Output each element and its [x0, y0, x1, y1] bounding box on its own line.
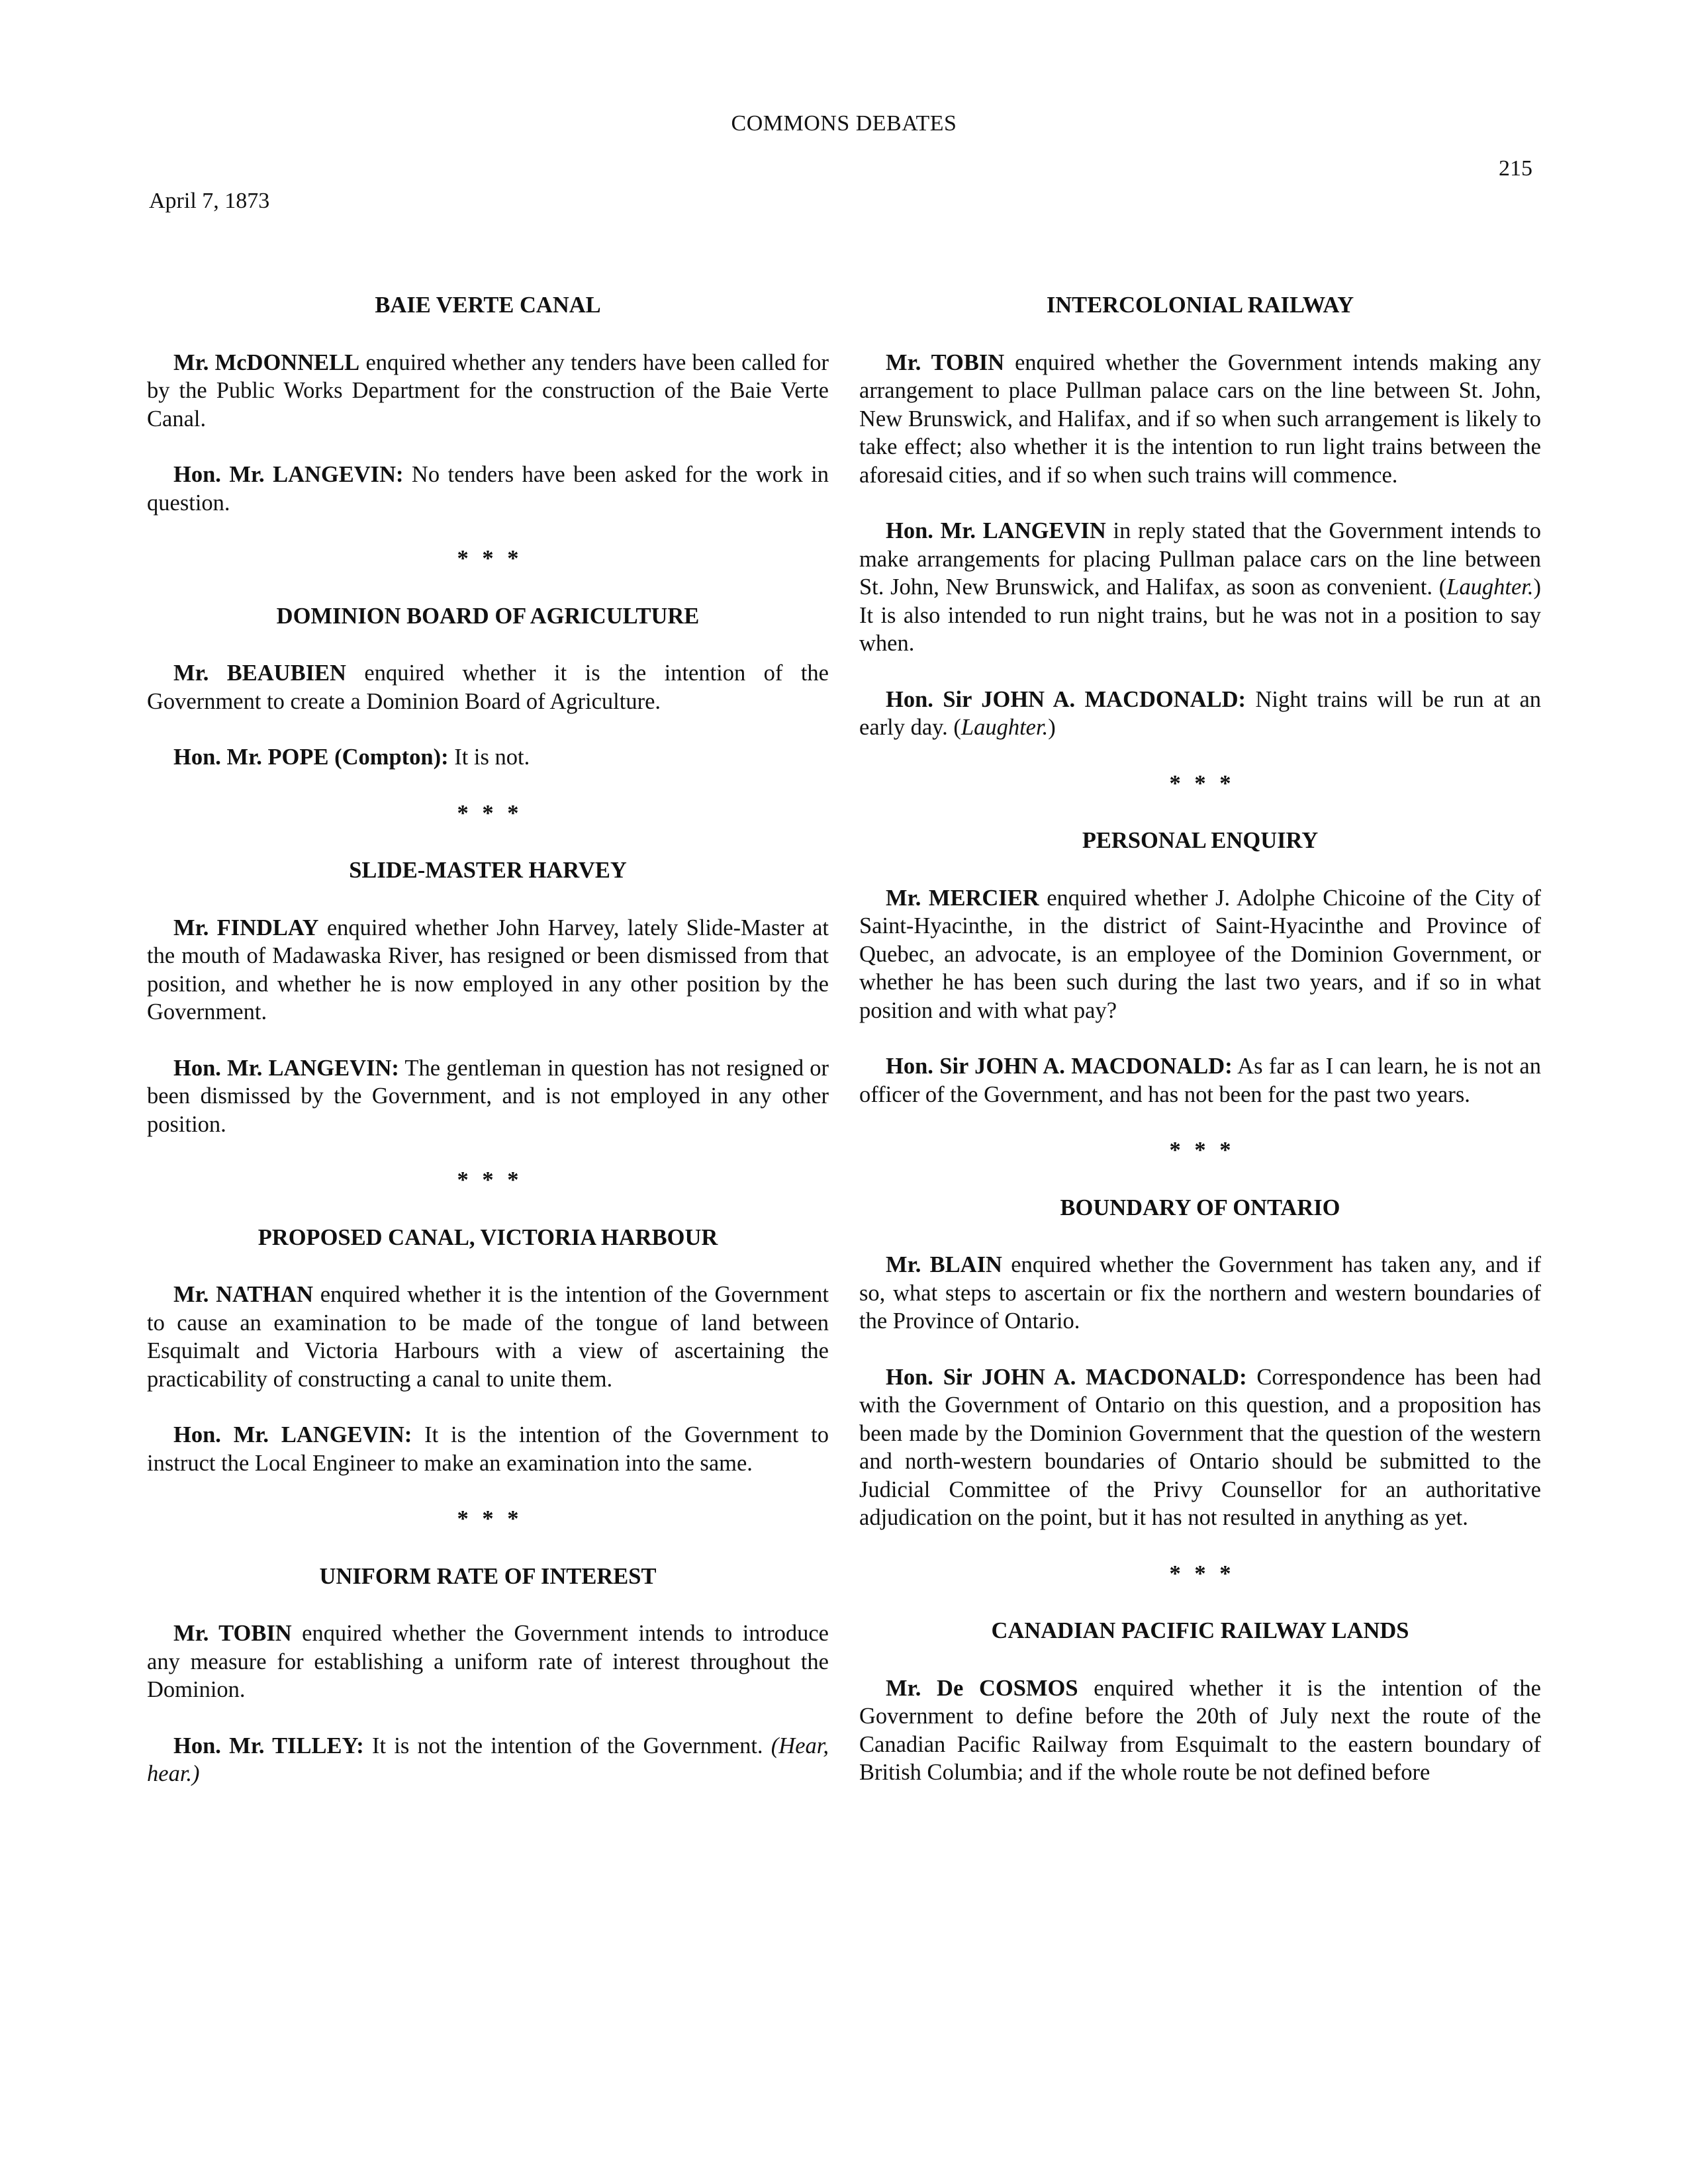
- interjection: Laughter.: [1446, 574, 1534, 600]
- section-heading: SLIDE-MASTER HARVEY: [349, 858, 627, 883]
- paragraph-text: enquired whether John Harvey, lately Slide-Master at the mouth of Madawaska River, has resigned or been dismissed from that position, and whether he is now employed in any other position by the Government.: [147, 915, 829, 1024]
- question-paragraph: [147, 349, 829, 433]
- answer-paragraph: [147, 1732, 829, 1788]
- question-paragraph: [859, 1674, 1541, 1787]
- left-column: [147, 291, 829, 1816]
- section-separator: * * *: [1169, 1138, 1231, 1163]
- answer-paragraph: [147, 1054, 829, 1139]
- paragraph-text: enquired whether the Government intends making any arrangement to place Pullman palace cars on the line between St. John, New Brunswick, and Halifax, and if so when such arrangement is likely to take effect; also whether it is the intention to run light trains between the aforesaid cities, and if so when such trains will commence.: [859, 349, 1541, 488]
- section-separator: * * *: [457, 1506, 519, 1531]
- question-paragraph: [147, 1281, 829, 1393]
- right-column: [859, 291, 1541, 1815]
- section-separator: * * *: [1169, 1561, 1231, 1586]
- question-paragraph: [859, 884, 1541, 1025]
- paragraph-text: Night trains will be run at an early day. (: [859, 686, 1542, 740]
- speaker-name: Hon. Mr. LANGEVIN:: [173, 1055, 399, 1081]
- speaker-name: Hon. Mr. POPE (Compton):: [173, 745, 449, 770]
- speaker-name: Mr. BEAUBIEN: [173, 660, 346, 686]
- paragraph-text: in reply stated that the Government intends to make arrangements for placing Pullman palace cars on the line between St. John, New Brunswick, and Halifax, as soon as convenient. (: [859, 518, 1541, 600]
- question-paragraph: [147, 1619, 829, 1704]
- interjection: Laughter.: [961, 715, 1049, 740]
- section-separator: * * *: [457, 800, 519, 826]
- speaker-name: Mr. McDONNELL: [173, 349, 360, 375]
- section-separator: * * *: [1169, 770, 1231, 796]
- paragraph-text: It is not.: [448, 745, 530, 770]
- answer-paragraph: [859, 517, 1541, 658]
- section-heading: PERSONAL ENQUIRY: [1082, 828, 1319, 853]
- speaker-name: Mr. TOBIN: [173, 1621, 292, 1646]
- speaker-name: Mr. TOBIN: [886, 349, 1005, 375]
- paragraph-text: ): [1048, 715, 1056, 740]
- paragraph-text: enquired whether the Government has taken any, and if so, what steps to ascertain or fix the northern and western boundaries of the Province of Ontario.: [859, 1252, 1541, 1334]
- paragraph-text: enquired whether it is the intention of the Government to define before the 20th of July next the route of the Canadian Pacific Railway from Esquimalt to the eastern boundary of British Columbia; and if the whole route be not defined before: [859, 1675, 1541, 1785]
- answer-paragraph: [147, 1421, 829, 1477]
- section-heading: INTERCOLONIAL RAILWAY: [1046, 293, 1354, 318]
- section-heading: DOMINION BOARD OF AGRICULTURE: [276, 603, 700, 629]
- section-heading: PROPOSED CANAL, VICTORIA HARBOUR: [258, 1224, 718, 1250]
- section-heading: CANADIAN PACIFIC RAILWAY LANDS: [991, 1618, 1409, 1643]
- speaker-name: Mr. MERCIER: [886, 885, 1039, 911]
- paragraph-text: enquired whether any tenders have been called for by the Public Works Department for the construction of the Baie Verte Canal.: [147, 349, 829, 432]
- paragraph-text: enquired whether the Government intends to introduce any measure for establishing a uniform rate of interest throughout the Dominion.: [147, 1621, 829, 1702]
- running-head: COMMONS DEBATES: [731, 111, 957, 136]
- section-separator: * * *: [457, 546, 519, 571]
- question-paragraph: [859, 349, 1541, 490]
- paragraph-text: As far as I can learn, he is not an officer of the Government, and has not been for the past two years.: [859, 1054, 1541, 1107]
- question-paragraph: [147, 914, 829, 1026]
- paragraph-text: It is the intention of the Government to instruct the Local Engineer to make an examination into the same.: [147, 1422, 829, 1476]
- paragraph-text: Correspondence has been had with the Government of Ontario on this question, and a proposition has been made by the Dominion Government that the question of the western and north-western boundaries of Ontario should be submitted to the Judicial Committee of the Privy Counsellor for an authoritative adjudication on the point, but it has not resulted in anything as yet.: [859, 1364, 1541, 1530]
- speaker-name: Mr. BLAIN: [886, 1252, 1002, 1277]
- speaker-name: Mr. NATHAN: [173, 1282, 314, 1307]
- answer-paragraph: [859, 1052, 1541, 1109]
- section-heading: BAIE VERTE CANAL: [375, 293, 601, 318]
- interjection: (Hear, hear.): [147, 1733, 829, 1786]
- paragraph-text: No tenders have been asked for the work in question.: [147, 462, 829, 516]
- answer-paragraph: [147, 743, 829, 772]
- speaker-name: Hon. Sir JOHN A. MACDONALD:: [886, 1054, 1233, 1079]
- paragraph-text: enquired whether it is the intention of the Government to create a Dominion Board of Agriculture.: [147, 660, 829, 714]
- answer-paragraph: [147, 461, 829, 517]
- speaker-name: Hon. Mr. TILLEY:: [173, 1733, 364, 1758]
- speaker-name: Hon. Mr. LANGEVIN: [886, 518, 1106, 543]
- section-separator: * * *: [457, 1167, 519, 1193]
- paragraph-text: ) It is also intended to run night trains, but he was not in a position to say when.: [859, 574, 1541, 656]
- paragraph-text: The gentleman in question has not resigned or been dismissed by the Government, and is not employed in any other position.: [147, 1055, 829, 1137]
- paragraph-text: It is not the intention of the Government.: [363, 1733, 771, 1758]
- speaker-name: Mr. De COSMOS: [886, 1675, 1078, 1701]
- question-paragraph: [859, 1251, 1541, 1336]
- answer-paragraph: [859, 686, 1541, 742]
- speaker-name: Hon. Mr. LANGEVIN:: [173, 1422, 412, 1447]
- paragraph-text: enquired whether it is the intention of the Government to cause an examination to be made of the tongue of land between Esquimalt and Victoria Harbours with a view of ascertaining the practicability of constructing a canal to unite them.: [147, 1282, 829, 1392]
- speaker-name: Hon. Mr. LANGEVIN:: [173, 462, 404, 487]
- section-heading: BOUNDARY OF ONTARIO: [1060, 1195, 1340, 1220]
- speaker-name: Hon. Sir JOHN A. MACDONALD:: [886, 1364, 1247, 1390]
- answer-paragraph: [859, 1363, 1541, 1532]
- question-paragraph: [147, 659, 829, 715]
- paragraph-text: enquired whether J. Adolphe Chicoine of the City of Saint-Hyacinthe, in the district of Saint-Hyacinthe and Province of Quebec, an advocate, is an employee of the Dominion Government, or whether he has been such during the last two years, and if so in what position and with what pay?: [859, 885, 1542, 1023]
- page-number: 215: [1499, 156, 1532, 181]
- speaker-name: Hon. Sir JOHN A. MACDONALD:: [886, 686, 1246, 712]
- sitting-date: April 7, 1873: [149, 189, 270, 213]
- speaker-name: Mr. FINDLAY: [173, 915, 319, 940]
- section-heading: UNIFORM RATE OF INTEREST: [319, 1563, 657, 1589]
